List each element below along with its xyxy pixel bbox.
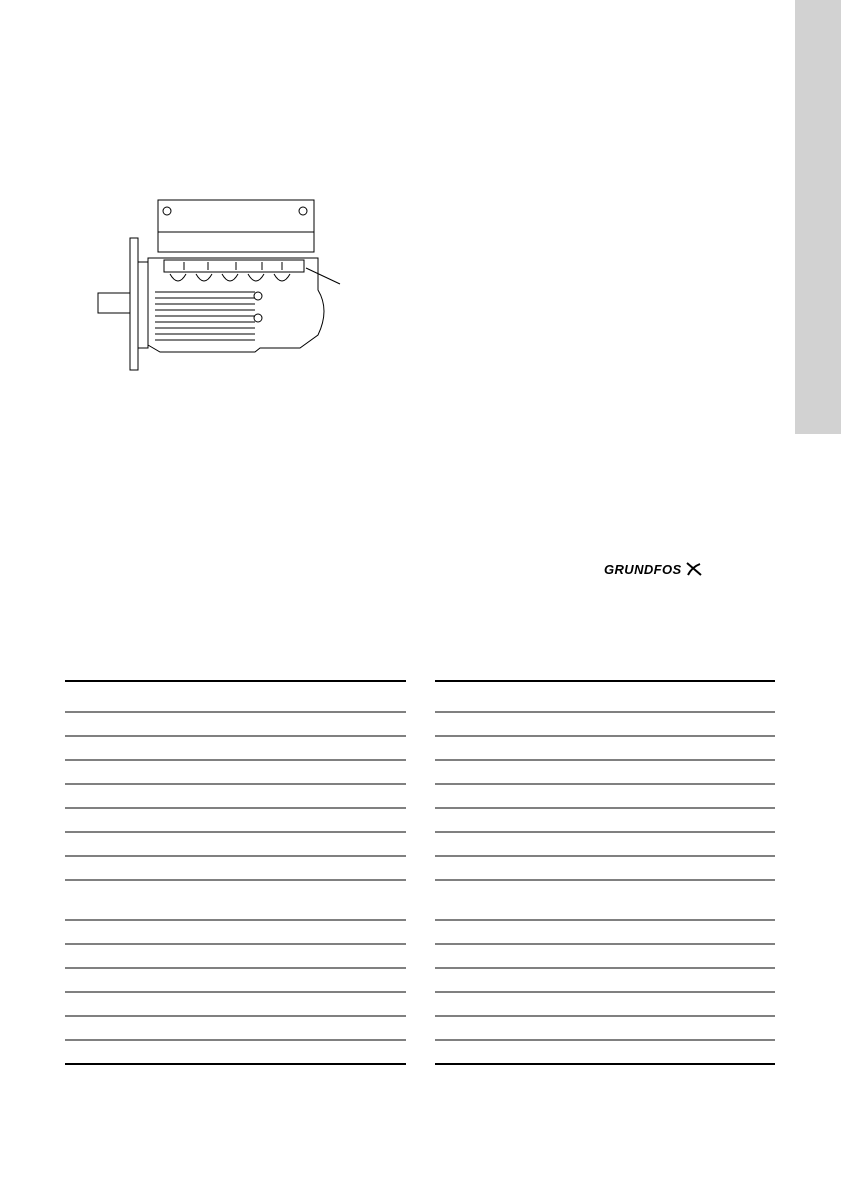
brand-text: GRUNDFOS: [604, 561, 682, 577]
right-table: [435, 681, 775, 1064]
left-table: [65, 681, 406, 1064]
